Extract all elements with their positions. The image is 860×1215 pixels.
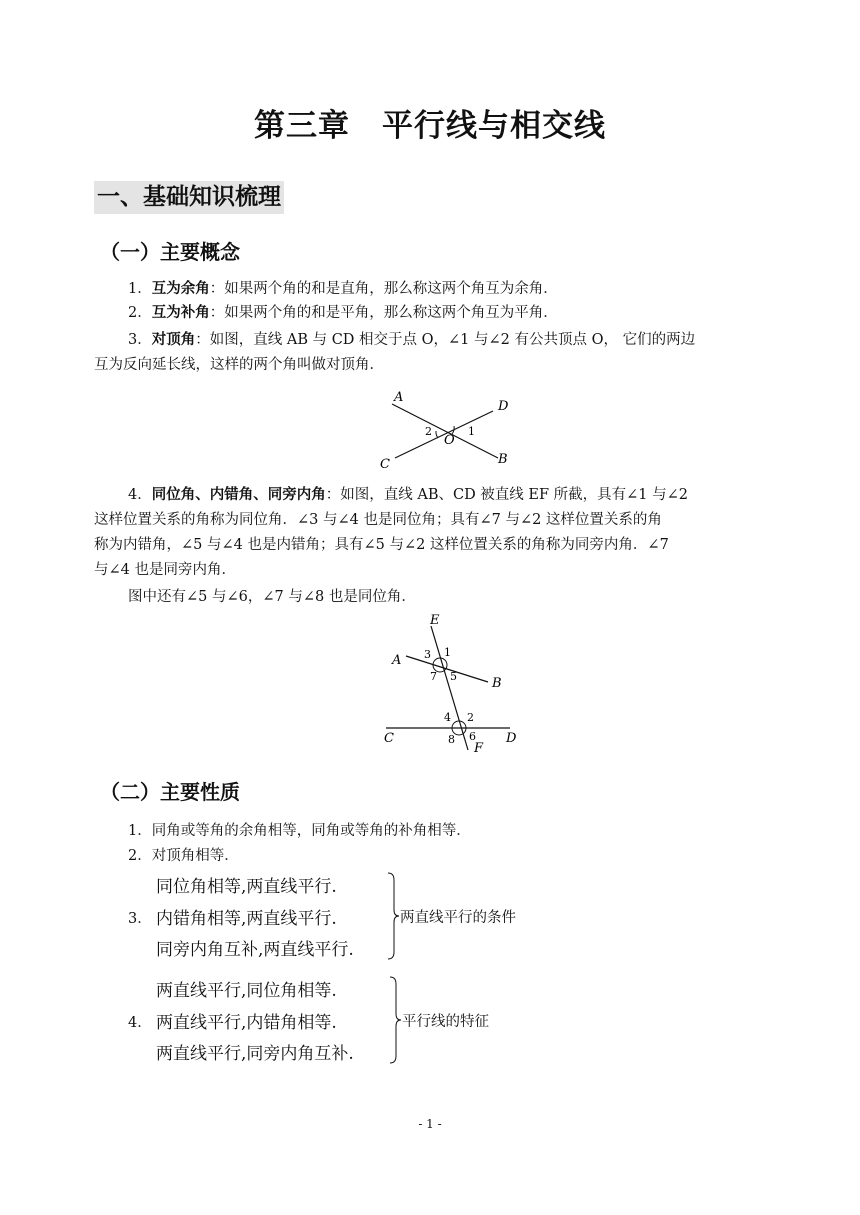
angle-label-5: 5	[450, 670, 457, 683]
label-c: C	[380, 457, 390, 472]
concept-text: ：如果两个角的和是直角，那么称这两个角互为余角．	[209, 281, 558, 297]
concept-term: 互为余角	[151, 281, 210, 297]
concept-text: ：如图，直线 AB 与 CD 相交于点 O，∠1 与∠2 有公共顶点 O， 它们的两边	[195, 332, 696, 348]
concept-vertical-angles	[128, 328, 695, 352]
property-4-line1: 两直线平行,同位角相等.	[156, 981, 337, 1001]
property-3-line1: 同位角相等,两直线平行.	[156, 877, 337, 897]
angle-label-7: 7	[430, 670, 437, 683]
angle-label-4: 4	[444, 711, 451, 724]
concept-angle-types-line3: 称为内错角，∠5 与∠4 也是内错角；具有∠5 与∠2 这样位置关系的角称为同旁内角．∠7	[94, 537, 669, 553]
property-3-label: 两直线平行的条件	[400, 910, 516, 926]
concept-number: 2．	[128, 305, 152, 321]
label-d: D	[498, 399, 509, 414]
angle-label-1: 1	[468, 425, 475, 438]
angle-label-3: 3	[424, 648, 431, 661]
concept-angle-types-line4: 与∠4 也是同旁内角．	[94, 562, 236, 578]
property-3-number: 3．	[128, 911, 152, 927]
angle-label-2: 2	[467, 711, 474, 724]
concept-term: 互为补角	[151, 305, 210, 321]
subheading-properties: （二）主要性质	[100, 780, 240, 804]
page-title: 第三章 平行线与相交线	[254, 108, 606, 144]
property-3-line2: 内错角相等,两直线平行.	[156, 909, 337, 929]
label-b: B	[492, 676, 502, 691]
page-number: - 1 -	[418, 1117, 442, 1131]
angle-label-6: 6	[469, 730, 476, 743]
label-c: C	[384, 731, 394, 746]
concept-text: ：如图，直线 AB、CD 被直线 EF 所截，具有∠1 与∠2	[325, 487, 689, 503]
property-2: 2．对顶角相等．	[128, 848, 239, 864]
concept-supplementary	[128, 301, 558, 325]
property-4-line2: 两直线平行,内错角相等.	[156, 1013, 337, 1033]
concept-term: 同位角、内错角、同旁内角	[151, 487, 326, 503]
concept-angle-types-line5: 图中还有∠5 与∠6，∠7 与∠8 也是同位角．	[128, 589, 416, 605]
angle-label-8: 8	[448, 733, 455, 746]
concept-number: 1．	[128, 281, 152, 297]
subheading-concepts: （一）主要概念	[100, 240, 240, 264]
label-o: O	[444, 433, 455, 448]
label-d: D	[506, 731, 517, 746]
angle-label-1: 1	[444, 646, 451, 659]
transversal-figure	[378, 612, 528, 757]
label-b: B	[498, 452, 508, 467]
property-4-label: 平行线的特征	[402, 1014, 489, 1030]
concept-number: 3．	[128, 332, 152, 348]
label-a: A	[392, 653, 402, 668]
concept-complementary	[128, 277, 558, 301]
concept-vertical-angles-cont: 互为反向延长线，这样的两个角叫做对顶角．	[94, 357, 384, 373]
property-3-line3: 同旁内角互补,两直线平行.	[156, 940, 354, 960]
angle-label-2: 2	[425, 425, 432, 438]
property-4-number: 4．	[128, 1015, 152, 1031]
concept-term: 对顶角	[151, 332, 196, 348]
section-heading-basics: 一、基础知识梳理	[94, 181, 284, 214]
concept-number: 4．	[128, 487, 152, 503]
concept-angle-types	[128, 483, 688, 507]
brace-right-icon	[386, 872, 400, 960]
concept-angle-types-line2: 这样位置关系的角称为同位角．∠3 与∠4 也是同位角；具有∠7 与∠2 这样位置关系的角	[94, 512, 662, 528]
property-1: 1．同角或等角的余角相等，同角或等角的补角相等．	[128, 823, 471, 839]
intersecting-lines-figure	[370, 388, 530, 474]
label-e: E	[430, 613, 440, 628]
property-4-line3: 两直线平行,同旁内角互补.	[156, 1044, 354, 1064]
brace-right-icon	[388, 976, 402, 1064]
label-a: A	[394, 390, 404, 405]
label-f: F	[474, 741, 484, 756]
concept-text: ：如果两个角的和是平角，那么称这两个角互为平角．	[209, 305, 558, 321]
